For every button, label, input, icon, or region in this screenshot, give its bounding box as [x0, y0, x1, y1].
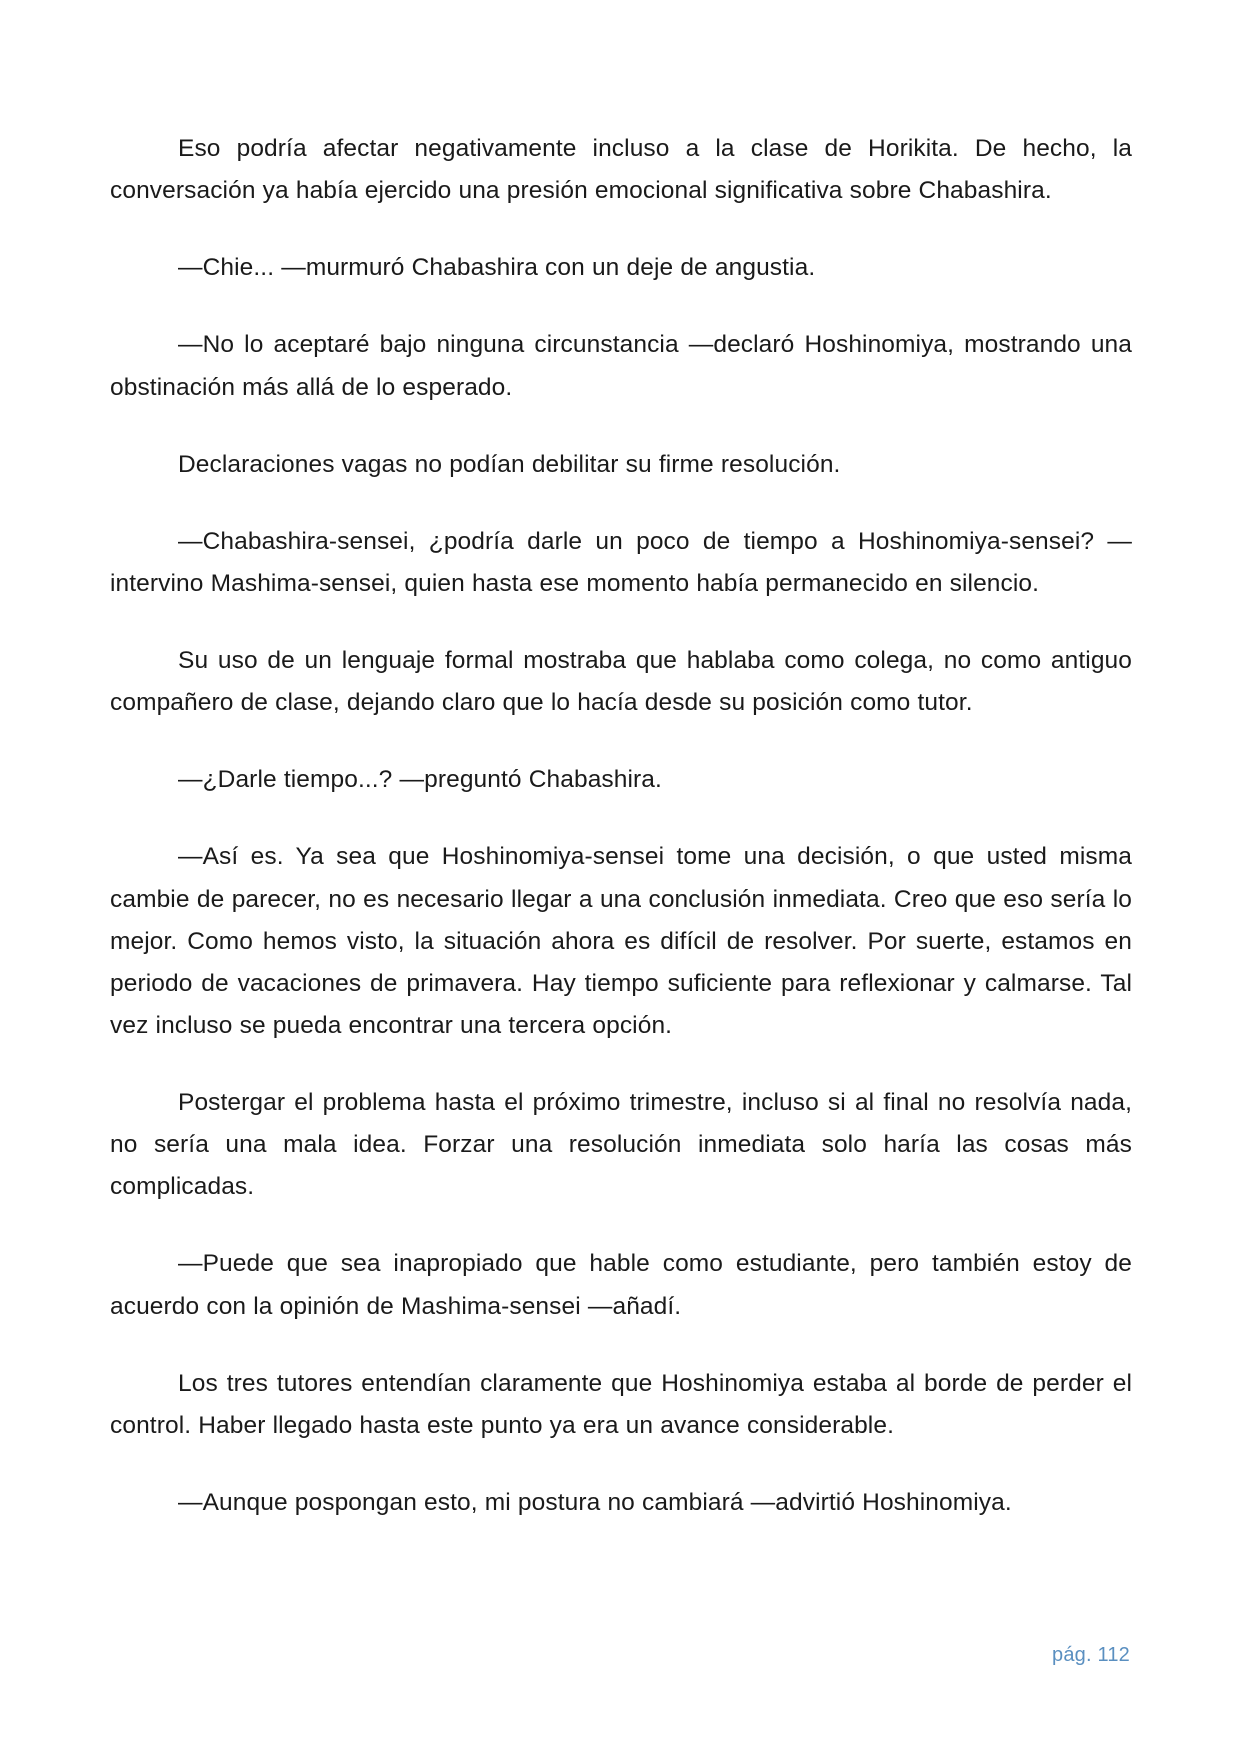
paragraph: Los tres tutores entendían claramente que Hoshinomiya estaba al borde de perder el control. Haber llegado hasta este punto ya era un avance considerable. — [110, 1369, 1132, 1439]
paragraph: Declaraciones vagas no podían debilitar su firme resolución. — [178, 450, 841, 478]
paragraph: —No lo aceptaré bajo ninguna circunstancia —declaró Hoshinomiya, mostrando una obstinación más allá de lo esperado. — [110, 331, 1132, 401]
page-number: pág. 112 — [1052, 1644, 1130, 1666]
paragraph: —Aunque pospongan esto, mi postura no cambiará —advirtió Hoshinomiya. — [178, 1488, 1012, 1516]
paragraph: —Chabashira-sensei, ¿podría darle un poco de tiempo a Hoshinomiya-sensei? —intervino Mashima-sensei, quien hasta ese momento había permanecido en silencio. — [110, 527, 1132, 597]
paragraph: —¿Darle tiempo...? —preguntó Chabashira. — [178, 766, 662, 794]
page-body-text — [110, 128, 1132, 1524]
paragraph: —Puede que sea inapropiado que hable como estudiante, pero también estoy de acuerdo con la opinión de Mashima-sensei —añadí. — [110, 1250, 1132, 1320]
paragraph: Postergar el problema hasta el próximo trimestre, incluso si al final no resolvía nada, no sería una mala idea. Forzar una resolución inmediata solo haría las cosas más complicadas. — [110, 1089, 1132, 1201]
paragraph: Su uso de un lenguaje formal mostraba que hablaba como colega, no como antiguo compañero de clase, dejando claro que lo hacía desde su posición como tutor. — [110, 647, 1132, 717]
paragraph: Eso podría afectar negativamente incluso a la clase de Horikita. De hecho, la conversación ya había ejercido una presión emocional significativa sobre Chabashira. — [110, 135, 1132, 205]
paragraph: —Chie... —murmuró Chabashira con un deje de angustia. — [178, 254, 816, 282]
paragraph: —Así es. Ya sea que Hoshinomiya-sensei tome una decisión, o que usted misma cambie de parecer, no es necesario llegar a una conclusión inmediata. Creo que eso sería lo mejor. Como hemos visto, la situación ahora es difícil de resolver. Por suerte, estamos en periodo de vacaciones de primavera. Hay tiempo suficiente para reflexionar y calmarse. Tal vez incluso se pueda encontrar una tercera opción. — [110, 843, 1132, 1039]
